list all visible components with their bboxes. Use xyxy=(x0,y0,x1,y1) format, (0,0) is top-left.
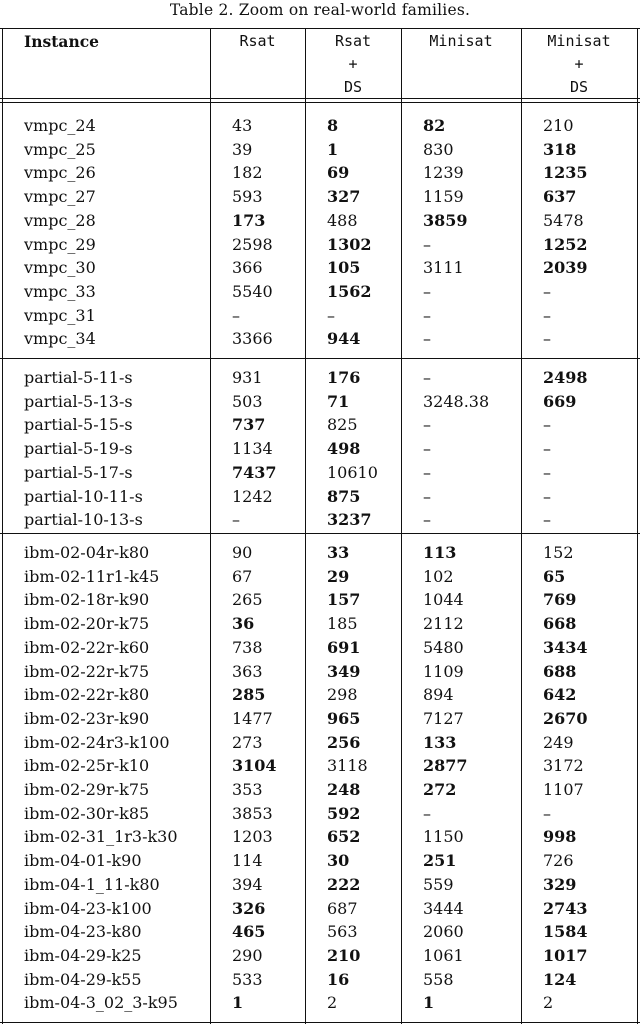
table-cell: 3118 xyxy=(327,756,368,776)
table-cell: 669 xyxy=(543,391,577,411)
table-cell: – xyxy=(543,803,551,823)
table-cell: 637 xyxy=(543,187,577,207)
table-cell: 3444 xyxy=(423,898,464,918)
instance-name: vmpc_34 xyxy=(24,329,96,349)
instance-name: ibm-04-01-k90 xyxy=(24,851,142,871)
header-cell: + xyxy=(574,55,584,73)
column-rule xyxy=(210,28,211,1024)
header-cell: DS xyxy=(569,78,589,96)
table-cell: – xyxy=(543,486,551,506)
instance-name: ibm-02-11r1-k45 xyxy=(24,566,160,586)
table-cell: 2498 xyxy=(543,368,588,387)
instance-name: vmpc_30 xyxy=(24,258,96,278)
table-cell: 272 xyxy=(423,780,457,799)
column-rule xyxy=(401,28,402,1024)
table-cell: 7127 xyxy=(423,708,464,728)
table-cell: 1235 xyxy=(543,163,588,183)
table-cell: 182 xyxy=(232,163,263,183)
table-cell: 1252 xyxy=(543,234,588,254)
table-cell: – xyxy=(543,329,551,349)
instance-name: partial-5-15-s xyxy=(24,415,133,435)
table-cell: 3859 xyxy=(423,210,468,230)
table-cell: 329 xyxy=(543,874,577,894)
header-cell: DS xyxy=(343,78,363,96)
table-cell: – xyxy=(423,510,431,530)
table-cell: 105 xyxy=(327,258,361,278)
table-cell: 251 xyxy=(423,851,457,871)
column-rule xyxy=(305,28,306,1024)
table-cell: 1562 xyxy=(327,281,372,301)
table-caption: Table 2. Zoom on real-world families. xyxy=(169,1,471,19)
table-cell: 5478 xyxy=(543,210,584,230)
table-cell: 102 xyxy=(423,566,454,586)
instance-name: ibm-02-31_1r3-k30 xyxy=(24,827,178,847)
table-cell: 69 xyxy=(327,163,350,183)
table-cell: 3366 xyxy=(232,329,273,349)
table-cell: 3853 xyxy=(232,803,273,823)
table-cell: 3434 xyxy=(543,637,588,657)
table-cell: 222 xyxy=(327,874,361,894)
instance-name: vmpc_27 xyxy=(24,187,96,207)
instance-name: ibm-02-24r3-k100 xyxy=(24,732,170,752)
table-cell: 738 xyxy=(232,637,263,657)
table-cell: 830 xyxy=(423,139,454,159)
table-cell: 668 xyxy=(543,614,577,634)
instance-name: vmpc_25 xyxy=(24,139,96,159)
table-cell: 593 xyxy=(232,187,263,207)
table-cell: 10610 xyxy=(327,462,378,482)
table-cell: 82 xyxy=(423,116,446,135)
table-cell: 124 xyxy=(543,969,577,989)
table-cell: – xyxy=(423,305,431,325)
table-cell: 157 xyxy=(327,590,361,610)
row-rule xyxy=(0,102,640,103)
header-cell: Rsat xyxy=(334,32,372,50)
table-cell: – xyxy=(543,281,551,301)
table-cell: 290 xyxy=(232,945,263,965)
table-cell: 71 xyxy=(327,391,350,411)
table-cell: 2598 xyxy=(232,234,273,254)
table-cell: – xyxy=(232,510,240,530)
table-cell: – xyxy=(423,234,431,254)
table-cell: 1239 xyxy=(423,163,464,183)
table-cell: 43 xyxy=(232,116,253,135)
table-cell: 298 xyxy=(327,685,358,705)
table-cell: 2060 xyxy=(423,922,464,942)
table-cell: 1134 xyxy=(232,439,273,459)
instance-name: ibm-02-22r-k60 xyxy=(24,637,150,657)
table-cell: 1477 xyxy=(232,708,273,728)
table-cell: – xyxy=(423,329,431,349)
instance-name: partial-10-13-s xyxy=(24,510,143,530)
row-rule xyxy=(0,358,640,359)
instance-name: ibm-02-23r-k90 xyxy=(24,708,150,728)
row-rule xyxy=(0,533,640,534)
table-cell: – xyxy=(543,439,551,459)
instance-name: vmpc_29 xyxy=(24,234,96,254)
table-cell: 67 xyxy=(232,566,253,586)
table-cell: 327 xyxy=(327,187,361,207)
table-cell: 29 xyxy=(327,566,350,586)
header-cell: Minisat xyxy=(547,32,611,50)
table-cell: 769 xyxy=(543,590,577,610)
table-cell: – xyxy=(543,305,551,325)
instance-name: ibm-02-30r-k85 xyxy=(24,803,150,823)
header-cell: Rsat xyxy=(239,32,276,50)
table-cell: 249 xyxy=(543,732,574,752)
table-cell: 503 xyxy=(232,391,263,411)
table-cell: 1109 xyxy=(423,661,464,681)
instance-name: ibm-04-23-k80 xyxy=(24,922,142,942)
table-cell: – xyxy=(543,462,551,482)
header-cell: Minisat xyxy=(429,32,493,50)
instance-name: ibm-04-29-k55 xyxy=(24,969,142,989)
table-cell: 3104 xyxy=(232,756,277,776)
instance-name: partial-5-17-s xyxy=(24,462,133,482)
instance-name: partial-10-11-s xyxy=(24,486,143,506)
table-cell: – xyxy=(543,510,551,530)
instance-name: partial-5-11-s xyxy=(24,368,133,387)
table-cell: 176 xyxy=(327,368,361,387)
instance-name: ibm-04-1_11-k80 xyxy=(24,874,160,894)
table-cell: 3237 xyxy=(327,510,372,530)
table-cell: 726 xyxy=(543,851,574,871)
table-cell: 944 xyxy=(327,329,361,349)
instance-name: ibm-02-22r-k75 xyxy=(24,661,150,681)
table-cell: 2670 xyxy=(543,708,588,728)
table-cell: 931 xyxy=(232,368,263,387)
table-cell: 248 xyxy=(327,780,361,799)
instance-name: ibm-02-29r-k75 xyxy=(24,780,150,799)
table-cell: 1159 xyxy=(423,187,464,207)
table-cell: 353 xyxy=(232,780,263,799)
table-cell: – xyxy=(423,462,431,482)
table-cell: 652 xyxy=(327,827,361,847)
table-cell: 688 xyxy=(543,661,577,681)
table-cell: 16 xyxy=(327,969,350,989)
table-cell: 5480 xyxy=(423,637,464,657)
table-cell: – xyxy=(423,368,431,387)
table-cell: 265 xyxy=(232,590,263,610)
instance-name: vmpc_26 xyxy=(24,163,96,183)
table-cell: 5540 xyxy=(232,281,273,301)
table-cell: 2039 xyxy=(543,258,588,278)
instance-name: ibm-02-25r-k10 xyxy=(24,756,150,776)
table-cell: 394 xyxy=(232,874,263,894)
table-cell: 39 xyxy=(232,139,253,159)
instance-name: ibm-02-20r-k75 xyxy=(24,614,150,634)
instance-name: ibm-04-3_02_3-k95 xyxy=(24,993,178,1013)
table-cell: – xyxy=(423,281,431,301)
table-cell: 687 xyxy=(327,898,358,918)
table-cell: 498 xyxy=(327,439,361,459)
column-rule xyxy=(637,28,638,1024)
table-cell: 1 xyxy=(327,139,339,159)
table-cell: 30 xyxy=(327,851,350,871)
table-cell: 1061 xyxy=(423,945,464,965)
table-cell: – xyxy=(423,439,431,459)
table-cell: 1150 xyxy=(423,827,464,847)
table-cell: 1107 xyxy=(543,780,584,799)
table-cell: 894 xyxy=(423,685,454,705)
table-cell: 737 xyxy=(232,415,266,435)
table-cell: 8 xyxy=(327,116,339,135)
table-cell: 1242 xyxy=(232,486,273,506)
table-cell: 875 xyxy=(327,486,361,506)
instance-name: partial-5-13-s xyxy=(24,391,133,411)
instance-name: vmpc_33 xyxy=(24,281,96,301)
column-rule xyxy=(2,28,3,1024)
table-cell: 559 xyxy=(423,874,454,894)
table-cell: 3248.38 xyxy=(423,391,490,411)
results-table xyxy=(0,28,640,1024)
table-cell: 2 xyxy=(327,993,338,1013)
table-cell: 592 xyxy=(327,803,361,823)
table-cell: 1044 xyxy=(423,590,464,610)
table-cell: 366 xyxy=(232,258,263,278)
header-cell: + xyxy=(348,55,358,73)
header-instance: Instance xyxy=(24,32,100,51)
table-cell: 1 xyxy=(232,993,244,1013)
table-cell: 273 xyxy=(232,732,263,752)
table-cell: – xyxy=(232,305,240,325)
table-cell: 488 xyxy=(327,210,358,230)
table-cell: 533 xyxy=(232,969,263,989)
table-cell: 2 xyxy=(543,993,554,1013)
table-cell: 90 xyxy=(232,543,253,562)
table-cell: 326 xyxy=(232,898,266,918)
instance-name: vmpc_24 xyxy=(24,116,96,135)
table-cell: 152 xyxy=(543,543,574,562)
table-cell: 691 xyxy=(327,637,361,657)
table-cell: 285 xyxy=(232,685,266,705)
table-cell: – xyxy=(423,415,431,435)
table-cell: 318 xyxy=(543,139,577,159)
table-cell: 1017 xyxy=(543,945,588,965)
table-cell: 1203 xyxy=(232,827,273,847)
table-cell: – xyxy=(543,415,551,435)
table-cell: 256 xyxy=(327,732,361,752)
table-cell: 185 xyxy=(327,614,358,634)
table-cell: 2877 xyxy=(423,756,468,776)
table-cell: 133 xyxy=(423,732,457,752)
table-cell: 1 xyxy=(423,993,435,1013)
table-cell: – xyxy=(327,305,335,325)
table-cell: 642 xyxy=(543,685,577,705)
table-cell: 210 xyxy=(543,116,574,135)
table-cell: 465 xyxy=(232,922,266,942)
instance-name: ibm-02-04r-k80 xyxy=(24,543,150,562)
table-cell: 36 xyxy=(232,614,255,634)
table-cell: 563 xyxy=(327,922,358,942)
table-cell: 114 xyxy=(232,851,263,871)
table-cell: 7437 xyxy=(232,462,277,482)
table-cell: 1584 xyxy=(543,922,588,942)
table-cell: – xyxy=(423,486,431,506)
column-rule xyxy=(521,28,522,1024)
table-cell: 65 xyxy=(543,566,566,586)
table-cell: 2112 xyxy=(423,614,464,634)
table-cell: 33 xyxy=(327,543,350,562)
instance-name: vmpc_28 xyxy=(24,210,96,230)
table-cell: 965 xyxy=(327,708,361,728)
instance-name: vmpc_31 xyxy=(24,305,96,325)
table-cell: 210 xyxy=(327,945,361,965)
table-cell: 998 xyxy=(543,827,577,847)
table-cell: 558 xyxy=(423,969,454,989)
instance-name: ibm-04-29-k25 xyxy=(24,945,142,965)
table-cell: 1302 xyxy=(327,234,372,254)
table-cell: 363 xyxy=(232,661,263,681)
table-cell: 113 xyxy=(423,543,457,562)
instance-name: partial-5-19-s xyxy=(24,439,133,459)
instance-name: ibm-04-23-k100 xyxy=(24,898,152,918)
table-cell: 3111 xyxy=(423,258,464,278)
instance-name: ibm-02-18r-k90 xyxy=(24,590,150,610)
table-cell: 2743 xyxy=(543,898,588,918)
table-cell: 3172 xyxy=(543,756,584,776)
row-rule xyxy=(0,1022,640,1023)
table-cell: 349 xyxy=(327,661,361,681)
instance-name: ibm-02-22r-k80 xyxy=(24,685,150,705)
table-cell: 173 xyxy=(232,210,266,230)
table-cell: – xyxy=(423,803,431,823)
table-cell: 825 xyxy=(327,415,358,435)
row-rule xyxy=(0,28,640,29)
